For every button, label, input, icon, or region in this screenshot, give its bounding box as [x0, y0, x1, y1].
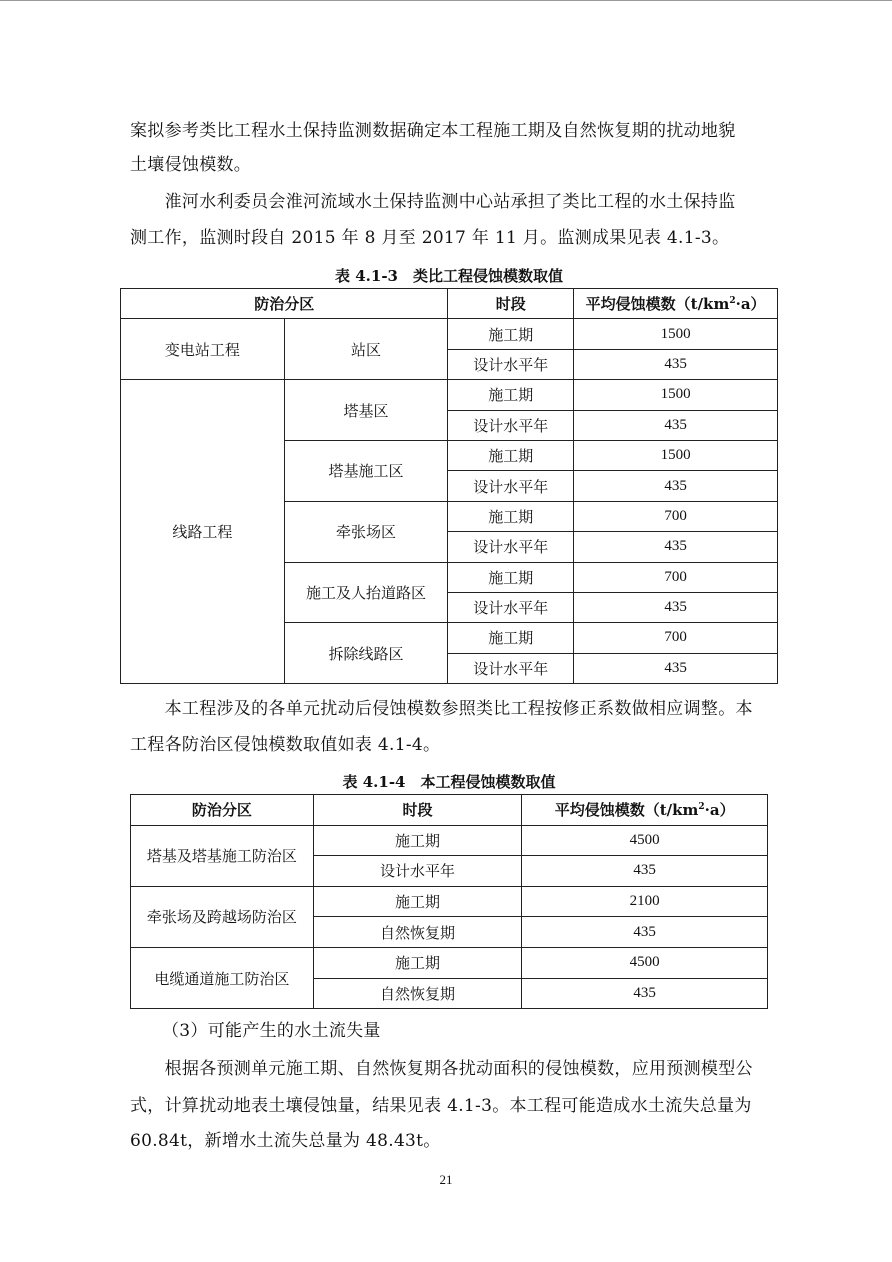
sub-zone-cell: 牵张场区: [284, 501, 448, 562]
sub-zone-cell: 施工及人抬道路区: [284, 562, 448, 623]
paragraph-1-line-1: 案拟参考类比工程水土保持监测数据确定本工程施工期及自然恢复期的扰动地貌: [130, 121, 736, 141]
table-row: [121, 289, 778, 319]
value-cell: 1500: [574, 319, 778, 349]
zone-cell: 牵张场及跨越场防治区: [131, 886, 314, 947]
value-cell: 700: [574, 501, 778, 531]
period-cell: 施工期: [448, 562, 574, 592]
table-header-period: 时段: [313, 795, 522, 826]
value-cell: 435: [574, 532, 778, 562]
period-cell: 施工期: [448, 319, 574, 349]
sub-zone-cell: 拆除线路区: [284, 623, 448, 684]
period-cell: 施工期: [313, 947, 522, 978]
period-cell: 施工期: [448, 623, 574, 653]
value-cell: 1500: [574, 440, 778, 470]
value-cell: 435: [574, 592, 778, 622]
paragraph-2-line-2: 测工作，监测时段自 2015 年 8 月至 2017 年 11 月。监测成果见表 4.1-3。: [130, 228, 730, 248]
period-cell: 设计水平年: [448, 410, 574, 440]
period-cell: 设计水平年: [448, 471, 574, 501]
sub-zone-cell: 塔基施工区: [284, 440, 448, 501]
table-1-caption: 表 4.1-3 类比工程侵蚀模数取值: [335, 267, 563, 285]
table-header-zone: 防治分区: [131, 795, 314, 826]
table-2-caption: 表 4.1-4 本工程侵蚀模数取值: [342, 773, 556, 791]
zone-cell: 变电站工程: [121, 319, 285, 380]
table-row: [131, 795, 768, 826]
paragraph-1-line-2: 土壤侵蚀模数。: [130, 155, 252, 175]
page-number: 21: [439, 1172, 453, 1187]
sub-zone-cell: 塔基区: [284, 380, 448, 441]
table-row: [131, 947, 768, 978]
period-cell: 设计水平年: [448, 349, 574, 379]
paragraph-3-line-1: 本工程涉及的各单元扰动后侵蚀模数参照类比工程按修正系数做相应调整。本: [130, 699, 753, 719]
zone-cell: 线路工程: [121, 380, 285, 684]
period-cell: 设计水平年: [448, 532, 574, 562]
table-row: [121, 380, 778, 410]
paragraph-5-line-2: 式，计算扰动地表土壤侵蚀量，结果见表 4.1-3。本工程可能造成水土流失总量为: [130, 1096, 752, 1116]
value-cell: 435: [574, 653, 778, 683]
zone-cell: 塔基及塔基施工防治区: [131, 825, 314, 886]
period-cell: 施工期: [448, 501, 574, 531]
page-top-border: [0, 0, 892, 1]
value-cell: 700: [574, 623, 778, 653]
value-cell: 700: [574, 562, 778, 592]
section-heading: （3）可能产生的水土流失量: [162, 1021, 381, 1041]
table-row: [121, 319, 778, 349]
period-cell: 设计水平年: [313, 856, 522, 887]
value-cell: 435: [574, 410, 778, 440]
period-cell: 施工期: [313, 825, 522, 856]
value-cell: 435: [522, 917, 768, 948]
table-header-period: 时段: [448, 289, 574, 319]
value-cell: 435: [522, 978, 768, 1009]
table-2: [130, 794, 768, 1009]
table-header-zone: 防治分区: [121, 289, 448, 319]
paragraph-2-line-1: 淮河水利委员会淮河流域水土保持监测中心站承担了类比工程的水土保持监: [130, 192, 736, 212]
period-cell: 设计水平年: [448, 653, 574, 683]
paragraph-5-line-3: 60.84t，新增水土流失总量为 48.43t。: [130, 1131, 441, 1151]
value-cell: 2100: [522, 886, 768, 917]
value-cell: 435: [574, 349, 778, 379]
table-row: [131, 825, 768, 856]
value-cell: 1500: [574, 380, 778, 410]
sub-zone-cell: 站区: [284, 319, 448, 380]
table-header-modulus: 平均侵蚀模数$(t/km^2\cdot a)$: [574, 289, 778, 319]
period-cell: 施工期: [448, 440, 574, 470]
paragraph-5-line-1: 根据各预测单元施工期、自然恢复期各扰动面积的侵蚀模数，应用预测模型公: [130, 1059, 753, 1079]
period-cell: 设计水平年: [448, 592, 574, 622]
period-cell: 施工期: [313, 886, 522, 917]
paragraph-3-line-2: 工程各防治区侵蚀模数取值如表 4.1-4。: [130, 735, 441, 755]
period-cell: 施工期: [448, 380, 574, 410]
table-1: [120, 288, 778, 684]
period-cell: 自然恢复期: [313, 917, 522, 948]
table-row: [131, 886, 768, 917]
period-cell: 自然恢复期: [313, 978, 522, 1009]
value-cell: 435: [574, 471, 778, 501]
table-header-modulus: 平均侵蚀模数$(t/km^2\cdot a)$: [522, 795, 768, 826]
zone-cell: 电缆通道施工防治区: [131, 947, 314, 1008]
value-cell: 435: [522, 856, 768, 887]
value-cell: 4500: [522, 825, 768, 856]
value-cell: 4500: [522, 947, 768, 978]
